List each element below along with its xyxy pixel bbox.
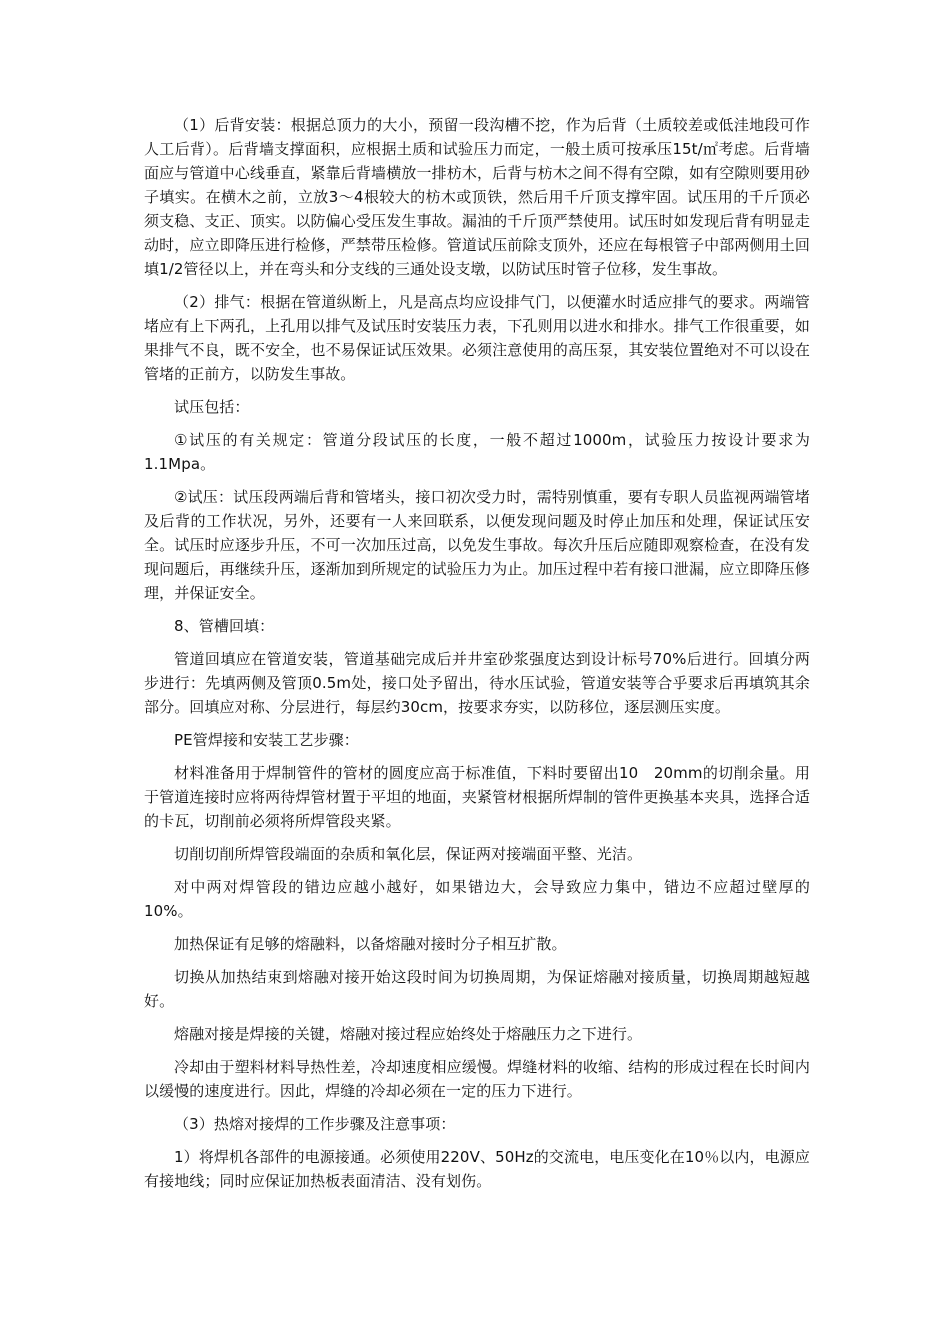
- paragraph-pressure-test-procedure: ②试压：试压段两端后背和管堵头，接口初次受力时，需特别慎重，要有专职人员监视两端管堵及后背的工作状况，另外，还要有一人来回联系，以便发现问题及时停止加压和处理，保证试压安全。试压时应逐步升压，不可一次加压过高，以免发生事故。每次升压后应随即观察检查，在没有发现问题后，再继续升压，逐渐加到所规定的试验压力为止。加压过程中若有接口泄漏，应立即降压修理，并保证安全。: [144, 488, 810, 602]
- paragraph-air-exhaust: （2）排气：根据在管道纵断上，凡是高点均应设排气门，以便灌水时适应排气的要求。两端管堵应有上下两孔，上孔用以排气及试压时安装压力表，下孔则用以进水和排水。排气工作很重要，如果排气不良，既不安全，也不易保证试压效果。必须注意使用的高压泵，其安装位置绝对不可以设在管堵的正前方，以防发生事故。: [144, 293, 810, 383]
- section-heading-pe-welding: PE管焊接和安装工艺步骤：: [174, 731, 359, 749]
- section-heading-trench-backfill: 8、管槽回填：: [174, 617, 275, 635]
- paragraph-alignment: 对中两对焊管段的错边应越小越好，如果错边大，会导致应力集中，错边不应超过壁厚的10%。: [144, 878, 810, 920]
- paragraph-heating: 加热保证有足够的熔融料，以备熔融对接时分子相互扩散。: [174, 935, 567, 953]
- paragraph-backstop-installation: （1）后背安装：根据总顶力的大小，预留一段沟槽不挖，作为后背（土质较差或低洼地段可作人工后背）。后背墙支撑面积，应根据土质和试验压力而定，一般土质可按承压15t/㎡考虑。后背墙面应与管道中心线垂直，紧靠后背墙横放一排枋木，后背与枋木之间不得有空隙，如有空隙则要用砂子填实。在横木之前，立放3～4根较大的枋木或顶铁，然后用千斤顶支撑牢固。试压用的千斤顶必须支稳、支正、顶实。以防偏心受压发生事故。漏油的千斤顶严禁使用。试压时如发现后背有明显走动时，应立即降压进行检修，严禁带压检修。管道试压前除支顶外，还应在每根管子中部两侧用土回填1/2管径以上，并在弯头和分支线的三通处设支墩，以防试压时管子位移，发生事故。: [144, 116, 810, 278]
- paragraph-cutting: 切削切削所焊管段端面的杂质和氧化层，保证两对接端面平整、光洁。: [174, 845, 643, 863]
- paragraph-switching: 切换从加热结束到熔融对接开始这段时间为切换周期，为保证熔融对接质量，切换周期越短越好。: [144, 968, 810, 1010]
- section-heading-butt-fusion-steps: （3）热熔对接焊的工作步骤及注意事项：: [174, 1115, 456, 1133]
- paragraph-pressure-test-intro: 试压包括：: [174, 398, 250, 416]
- paragraph-trench-backfill: 管道回填应在管道安装，管道基础完成后并井室砂浆强度达到设计标号70%后进行。回填分两步进行：先填两侧及管顶0.5m处，接口处予留出，待水压试验，管道安装等合乎要求后再填筑其余部分。回填应对称、分层进行，每层约30cm，按要求夯实，以防移位，逐层测压实度。: [144, 650, 810, 716]
- paragraph-material-prep: 材料准备用于焊制管件的管材的圆度应高于标准值，下料时要留出10 20mm的切削余量。用于管道连接时应将两待焊管材置于平坦的地面，夹紧管材根据所焊制的管件更换基本夹具，选择合适的卡瓦，切削前必须将所焊管段夹紧。: [144, 764, 810, 830]
- document-body: [144, 113, 810, 1202]
- paragraph-cooling: 冷却由于塑料材料导热性差，冷却速度相应缓慢。焊缝材料的收缩、结构的形成过程在长时间内以缓慢的速度进行。因此，焊缝的冷却必须在一定的压力下进行。: [144, 1058, 810, 1100]
- paragraph-fusion: 熔融对接是焊接的关键，熔融对接过程应始终处于熔融压力之下进行。: [174, 1025, 643, 1043]
- paragraph-step-1-power: 1）将焊机各部件的电源接通。必须使用220V、50Hz的交流电，电压变化在10％以内，电源应有接地线；同时应保证加热板表面清洁、没有划伤。: [144, 1148, 810, 1190]
- paragraph-pressure-test-rules: ①试压的有关规定：管道分段试压的长度，一般不超过1000m，试验压力按设计要求为1.1Mpa。: [144, 431, 810, 473]
